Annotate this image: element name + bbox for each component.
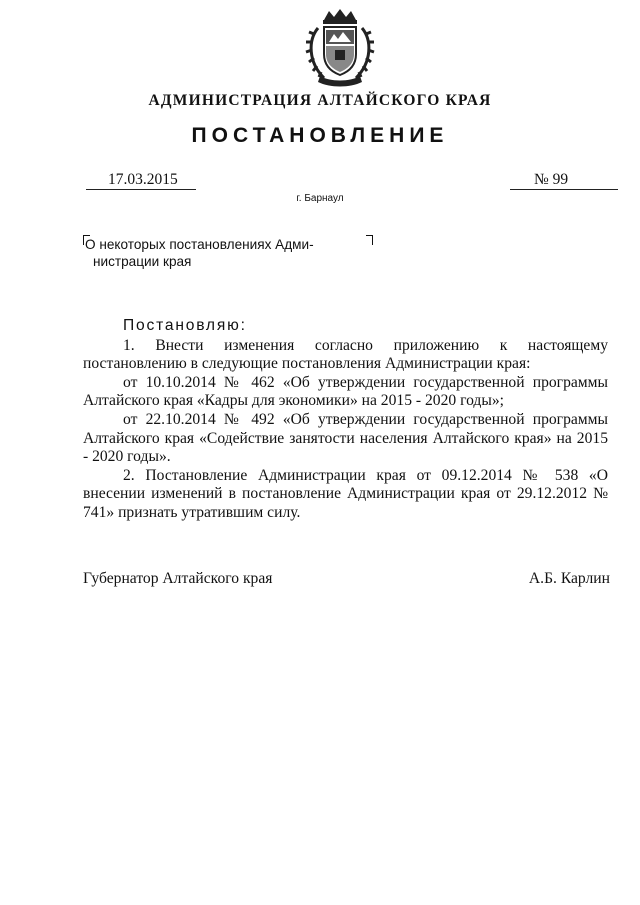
coat-of-arms-icon (302, 8, 378, 90)
document-subject (85, 236, 375, 270)
body-paragraph: от 10.10.2014 № 462 «Об утверждении государственной программы Алтайского края «Кадры для экономики» на 2015 - 2020 годы»; (83, 373, 608, 410)
body-paragraph: от 22.10.2014 № 492 «Об утверждении государственной программы Алтайского края «Содействие занятости населения Алтайского края» на 2015 - 2020 годы». (83, 410, 608, 466)
signer-name: А.Б. Карлин (528, 570, 610, 587)
document-number: № 99 (510, 171, 618, 190)
signer-position: Губернатор Алтайского края (83, 570, 273, 587)
resolve-heading: Постановляю: (123, 317, 247, 334)
organization-title: АДМИНИСТРАЦИЯ АЛТАЙСКОГО КРАЯ (148, 92, 492, 109)
subject-line-1: О некоторых постановлениях Адми- (85, 237, 314, 252)
subject-line-2: нистрации края (93, 254, 192, 269)
document-body (83, 317, 608, 523)
right-corner-bracket (366, 235, 373, 245)
document-type-title: ПОСТАНОВЛЕНИЕ (191, 124, 449, 147)
city-label: г. Барнаул (296, 193, 344, 204)
document-date: 17.03.2015 (86, 171, 196, 190)
body-paragraph: 2. Постановление Администрации края от 09.12.2014 № 538 «О внесении изменений в постановление Администрации края от 29.12.2012 № 741» признать утратившим силу. (83, 466, 608, 521)
left-corner-bracket (83, 235, 90, 245)
body-paragraph: 1. Внести изменения согласно приложению к настоящему постановлению в следующие постановления Администрации края: (83, 336, 608, 373)
